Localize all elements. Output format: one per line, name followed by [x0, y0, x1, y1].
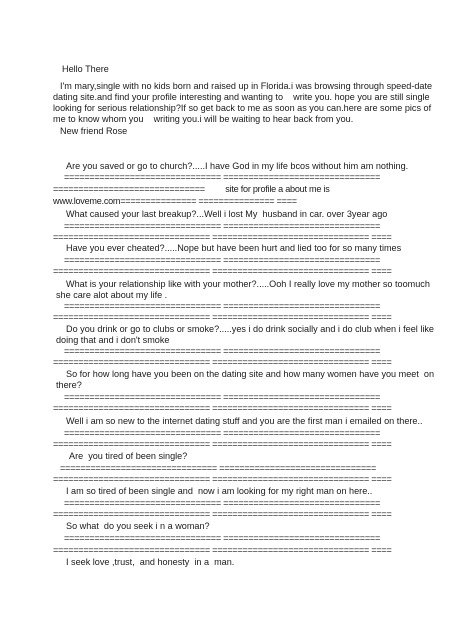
separator-line: =============================== ===============================: [64, 533, 381, 543]
letter-body-line-3: looking for serious relationship?If so get back to me as soon as you can.here are some pics of: [53, 103, 432, 113]
separator-line: =============================== =============================== ====: [53, 357, 392, 367]
qa-line: I am so tired of been single and now i am looking for my right man on here..: [66, 486, 373, 496]
separator-line: =============================== =============================== ====: [53, 266, 392, 276]
separator-line: =============================== ===============================: [60, 463, 377, 473]
separator-line: =============================== ===============================: [64, 346, 381, 356]
signature: New friend Rose: [60, 126, 128, 136]
separator-line: =============================== ===============================: [64, 172, 381, 182]
qa-line: Are you tired of been single?: [69, 451, 188, 461]
separator-line: =============================== ===============================: [64, 301, 381, 311]
qa-line: What caused your last breakup?...Well i lost My husband in car. over 3year ago: [66, 209, 388, 219]
separator-line: =============================== ===============================: [64, 498, 381, 508]
site-line: ============================== site for profile a about me is: [53, 184, 330, 194]
letter-body-line-1: I'm mary,single with no kids born and raised up in Florida.i was browsing through speed-date: [60, 81, 433, 91]
qa-line: So what do you seek i n a woman?: [66, 521, 210, 531]
separator-line: =============================== ===============================: [64, 221, 381, 231]
separator-line: =============================== =============================== ====: [53, 545, 392, 555]
separator-line: =============================== =============================== ====: [53, 403, 392, 413]
separator-line: =============================== ===============================: [64, 255, 381, 265]
separator-line: =============================== ===============================: [64, 428, 381, 438]
qa-line: Have you ever cheated?.....Nope but have been hurt and lied too for so many times: [66, 243, 402, 253]
qa-line-continued: she care alot about my life .: [56, 290, 168, 300]
separator-line: =============================== =============================== ====: [53, 232, 392, 242]
letter-body-line-2: dating site.and find your profile interesting and wanting to write you. hope you are still single: [53, 92, 430, 102]
separator-line: =============================== ===============================: [64, 392, 381, 402]
site-url-line: www.loveme.com=============== =============== ====: [53, 196, 297, 206]
qa-line: So for how long have you been on the dating site and how many women have you meet on: [66, 369, 435, 379]
qa-line-continued: doing that and i don't smoke: [56, 335, 170, 345]
separator-line: =============================== =============================== ====: [53, 509, 392, 519]
qa-line: Do you drink or go to clubs or smoke?.....yes i do drink socially and i do club when i feel like: [66, 324, 434, 334]
qa-line: Are you saved or go to church?.....I have God in my life bcos without him am nothing.: [66, 161, 409, 171]
separator-line: =============================== =============================== ====: [53, 439, 392, 449]
qa-line: Well i am so new to the internet dating stuff and you are the first man i emailed on there..: [66, 416, 423, 426]
separator-line: =============================== =============================== ====: [53, 474, 392, 484]
qa-line: What is your relationship like with your mother?.....Ooh I really love my mother so toomuch: [66, 279, 430, 289]
greeting: Hello There: [62, 64, 109, 74]
letter-body-line-4: me to know whom you writing you.i will be waiting to hear back from you.: [53, 114, 354, 124]
qa-line-continued: there?: [56, 380, 82, 390]
separator-line: =============================== =============================== ====: [53, 312, 392, 322]
qa-line: I seek love ,trust, and honesty in a man.: [66, 557, 235, 567]
